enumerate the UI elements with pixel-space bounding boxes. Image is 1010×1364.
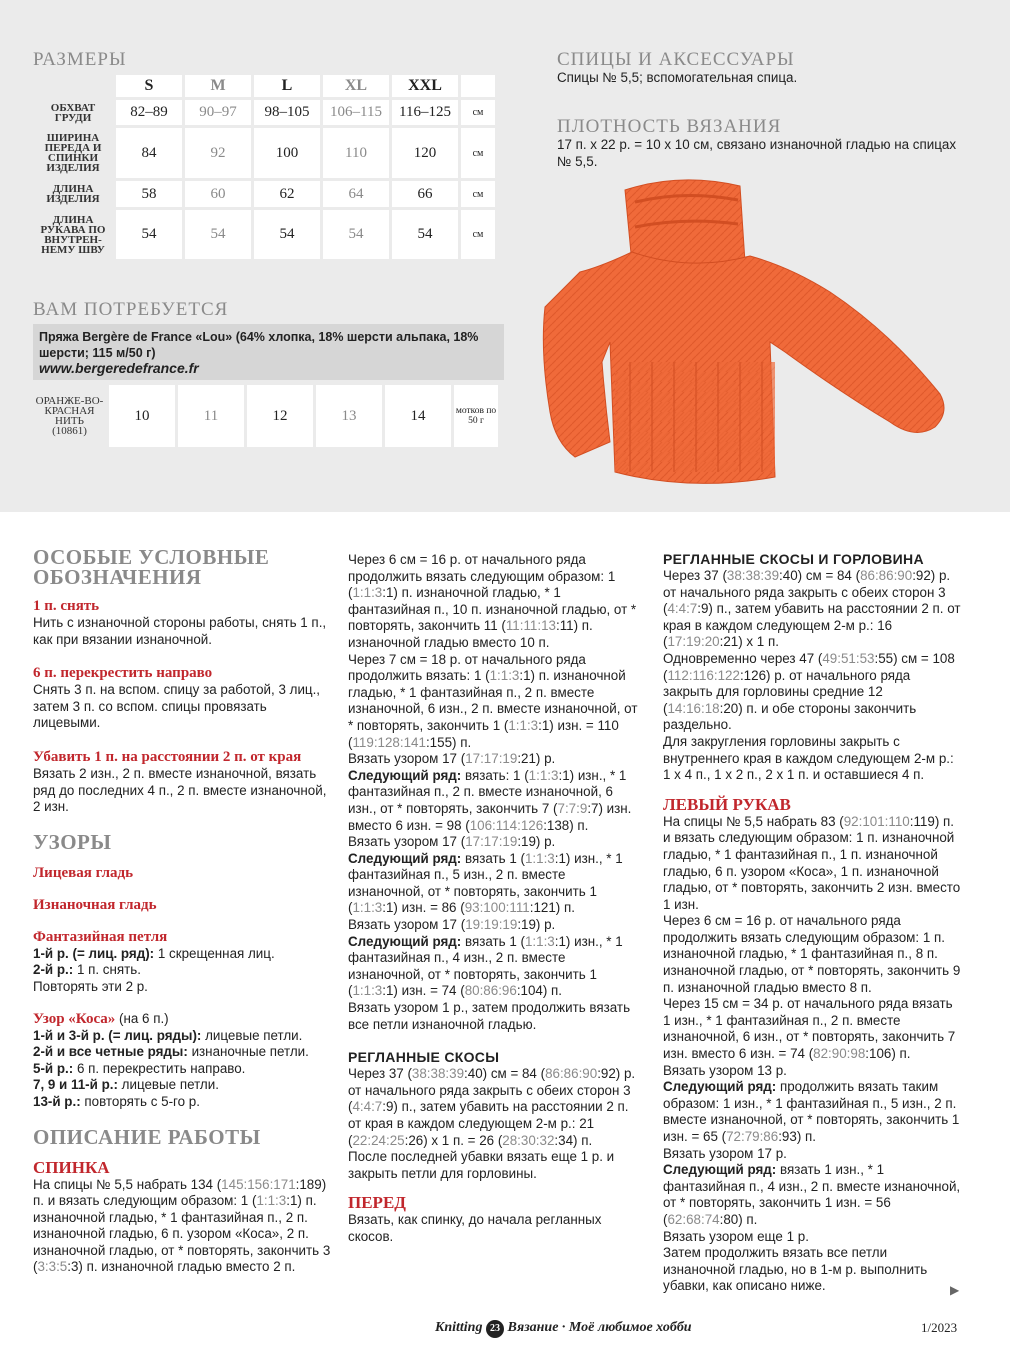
sleeve-p4: Вязать узором 13 р. [663,1062,787,1078]
pattern-4-head: Узор «Коса» (на 6 п.) [33,1010,169,1027]
row-label: ДЛИНА РУКАВА ПО ВНУТРЕН-НЕМУ ШВУ [40,213,106,256]
row-label: ДЛИНА ИЗДЕЛИЯ [46,183,100,205]
sleeve-p1: На спицы № 5,5 набрать 83 (92:101:110:119) п. и вязать следующим образом: 1 п. изнаночной гладью, * 1 фантазийная п., 1 п. изнаночной гладью, 6 п. узором «Коса», 1 п. изнаночной гладью, от * повторять, закончить 2 изн. вместо 1 изн. [663,813,961,912]
yarn-url[interactable]: www.bergeredefrance.fr [39,360,199,376]
col2-p5: Вязать узором 17 (17:17:19:19) р. [348,834,556,850]
patterns-title: УЗОРЫ [33,829,112,854]
pattern-4-row: 2-й и все четные ряды: изнаночные петли. [33,1044,309,1060]
cell: 13 [316,385,382,447]
size-header: XXL [392,75,458,97]
col2-p1: Через 6 см = 16 р. от начального ряда продолжить вязать следующим образом: 1 (1:1:3:1) п. изнаночной гладью, * 1 фантазийная п., 10 п. изнаночной гладью, от * повторять, закончить 11 (11:11:13:11) п. изнаночной гладью вместо 10 п. [348,552,637,650]
footer-brand: Knitting [435,1320,483,1335]
col2-p8: Следующий ряд: вязать 1 (1:1:3:1) изн., * 1 фантазийная п., 4 изн., 2 п. вместе изнаночной, от * повторять, закончить 1 (1:1:3:1) изн. = 74 (80:86:96:104) п. [348,933,623,999]
sizes-table [30,72,498,262]
cell: 98–105 [254,100,320,125]
pattern-4-row: 5-й р.: 6 п. перекрестить направо. [33,1060,246,1076]
size-header: L [254,75,320,97]
cell: 90–97 [185,100,251,125]
unit: мотков по 50 г [454,385,498,447]
color-label: ОРАНЖЕ-ВО-КРАСНАЯ НИТЬ [35,395,104,427]
pattern-4-row: 1-й и 3-й р. (= лиц. ряды): лицевые петли. [33,1027,303,1043]
cell: 120 [392,128,458,178]
cell: 12 [247,385,313,447]
front-title: ПЕРЕД [348,1193,406,1213]
column-2 [348,552,640,1246]
raglan-neck-text-2: Одновременно через 47 (49:51:53:55) см = 108 (112:116:122:126) р. от начального ряда закрыть для горловины средние 12 (14:16:18:20) п. и обе стороны закончить раздельно. [663,650,955,733]
unit: см [461,181,495,207]
pattern-4-row: 7, 9 и 11-й р.: лицевые петли. [33,1077,219,1093]
raglan-text-2: После последней убавки вязать еще 1 р. и закрыть петли для горловины. [348,1149,615,1181]
cell: 82–89 [116,100,182,125]
cell: 64 [323,181,389,207]
unit: см [461,100,495,125]
col2-p9: Вязать узором 1 р., затем продолжить вязать все петли изнаночной гладью. [348,1000,631,1032]
special-title: ОСОБЫЕ УСЛОВНЫЕ ОБОЗНАЧЕНИЯ [33,545,270,589]
footer [435,1320,692,1338]
cell: 54 [116,210,182,259]
page-number: 23 [486,1320,504,1338]
cell: 58 [116,181,182,207]
needles-text: Спицы № 5,5; вспомогательная спица. [557,70,798,85]
col2-p3: Вязать узором 17 (17:17:19:21) р. [348,751,556,767]
size-header: M [185,75,251,97]
pattern-2: Изнаночная гладь [33,896,157,913]
cell: 54 [185,210,251,259]
col2-p6: Следующий ряд: вязать 1 (1:1:3:1) изн., * 1 фантазийная п., 5 изн., 2 п. вместе изнаночной, от * повторять, закончить 1 (1:1:3:1) изн. = 86 (93:100:111:121) п. [348,850,623,916]
back-text: На спицы № 5,5 набрать 134 (145:156:171:189) п. и вязать следующим образом: 1 (1:1:3:1) п. изнаночной гладью, * 1 фантазийная п., 2 п. изнаночной гладью, 6 п. узором «Коса», 2 п. изнаночной гладью, от * повторять, закончить 3 (3:3:5:3) п. изнаночной гладью вместо 2 п. [33,1176,331,1275]
raglan-text: Через 37 (38:38:39:40) см = 84 (86:86:90:92) р. от начального ряда закрыть с обеих сторон 3 (4:4:7:9) п., затем убавить на расстоянии 2 п. от края в каждом следующем 2-м р.: 21 (22:24:25:26) x 1 п. = 26 (28:30:32:34) п. [348,1066,636,1148]
raglan-neck-text-3: Для закругления горловины закрыть с внутреннего края в каждом следующем 2-м р.: 1 x 4 п., 1 x 2 п., 2 x 1 п. и оставшиеся 4 п. [663,733,954,783]
cell: 84 [116,128,182,178]
raglan-title: РЕГЛАННЫЕ СКОСЫ [348,1049,500,1066]
back-title: СПИНКА [33,1157,110,1177]
special-2-title: 6 п. перекрестить направо [33,665,213,682]
pattern-3-row-3: Повторять эти 2 р. [33,978,148,994]
sleeve-p9: Затем продолжить вязать все петли изнаночной гладью, но в 1-м р. выполнить убавки, как описано ниже. [663,1245,928,1294]
cell: 106–115 [323,100,389,125]
cell: 66 [392,181,458,207]
size-header: XL [323,75,389,97]
cell: 54 [254,210,320,259]
left-sleeve-title: ЛЕВЫЙ РУКАВ [663,794,791,814]
special-1-text: Нить с изнаночной стороны работы, снять 1 п., как при вязании изнаночной. [33,615,327,647]
col2-p4: Следующий ряд: вязать: 1 (1:1:3:1) изн., * 1 фантазийная п., 2 п. вместе изнаночной, 6 изн., от * повторять, закончить 7 (7:7:9:7) изн. вместо 6 изн. = 98 (106:114:126:138) п. [348,767,632,833]
row-label: ШИРИНА ПЕРЕДА И СПИНКИ ИЗДЕЛИЯ [44,132,102,174]
row-label: ОБХВАТ ГРУДИ [50,101,96,124]
special-2-text: Снять 3 п. на вспом. спицу за работой, 3 лиц., затем 3 п. со вспом. спицы провязать лицевыми. [33,682,321,731]
pattern-3: Фантазийная петля [33,928,168,945]
pattern-4-row: 13-й р.: повторять с 5-го р. [33,1093,200,1109]
sweater-photo [540,172,960,502]
cell: 14 [385,385,451,447]
cell: 54 [392,210,458,259]
cell: 11 [178,385,244,447]
yarn-table [30,382,501,450]
sleeve-p2: Через 6 см = 16 р. от начального ряда продолжить вязать следующим образом: 1 п. изнаночной гладью, * 1 фантазийная п., 8 п. изнаночной гладью, от * повторять, закончить 9 п. изнаночной гладью вместо 8 п. [663,913,961,995]
col2-p7: Вязать узором 17 (19:19:19:19) р. [348,917,556,933]
cell: 100 [254,128,320,178]
front-text: Вязать, как спинку, до начала регланных скосов. [348,1212,602,1244]
cell: 110 [323,128,389,178]
cell: 54 [323,210,389,259]
special-1-title: 1 п. снять [33,598,100,614]
col2-p2: Через 7 см = 18 р. от начального ряда продолжить вязать: 1 (1:1:3:1) п. изнаночной гладью, * 1 фантазийная п., 2 п. вместе изнаночной, 6 изн., 2 п. вместе изнаночной, от * повторять, закончить 1 (1:1:3:1) изн. = 110 (119:128:141:155) п. [348,651,638,750]
unit: см [461,210,495,259]
special-3-text: Вязать 2 изн., 2 п. вместе изнаночной, вязать ряд до последних 4 п., 2 п. вместе изнаночной, 2 изн. [33,765,327,815]
pattern-1: Лицевая гладь [33,864,134,881]
yarn-table-wrap [30,382,501,450]
pattern-3-row-1: 1-й р. (= лиц. ряд): 1 скрещенная лиц. [33,945,275,961]
unit: см [461,128,495,178]
yarn-text: Пряжа Bergère de France «Lou» (64% хлопка, 18% шерсти альпака, 18% шерсти; 115 м/50 г) [39,330,479,360]
description-title: ОПИСАНИЕ РАБОТЫ [33,1124,261,1149]
sleeve-p7: Следующий ряд: вязать 1 изн., * 1 фантазийная п., 4 изн., 2 п. вместе изнаночной, от * повторять, закончить 1 изн. = 56 (62:68:74:80) п. [663,1162,961,1227]
size-header: S [116,75,182,97]
next-page-arrow-icon: ▶ [950,1283,960,1297]
column-3 [663,551,963,1295]
cell: 10 [109,385,175,447]
cell: 116–125 [392,100,458,125]
cell: 60 [185,181,251,207]
gauge-title: ПЛОТНОСТЬ ВЯЗАНИЯ [557,116,782,137]
sleeve-p3: Через 15 см = 34 р. от начального ряда вязать 1 изн., * 1 фантазийная п., 2 п. вместе изнаночной, 6 изн., от * повторять, закончить 7 изн. вместо 6 изн. = 74 (82:90:98:106) п. [663,996,956,1062]
gauge-text: 17 п. x 22 р. = 10 x 10 см, связано изнаночной гладью на спицах № 5,5. [557,137,957,169]
cell: 62 [254,181,320,207]
raglan-neck-title: РЕГЛАННЫЕ СКОСЫ И ГОРЛОВИНА [663,551,924,567]
sizes-table-wrap [30,72,498,262]
issue-number: 1/2023 [921,1320,958,1335]
sleeve-p8: Вязать узором еще 1 р. [663,1228,809,1244]
needles-title: СПИЦЫ И АКСЕССУАРЫ [557,49,795,70]
cell: 92 [185,128,251,178]
pattern-3-row-2: 2-й р.: 1 п. снять. [33,962,141,978]
special-3-title: Убавить 1 п. на расстоянии 2 п. от края [33,748,302,765]
yarn-box [33,324,504,380]
footer-title: Вязание · Моё любимое хобби [507,1320,692,1335]
raglan-neck-text: Через 37 (38:38:39:40) см = 84 (86:86:90:92) р. от начального ряда закрыть с обеих сторон 3 (4:4:7:9) п., затем убавить на расстоянии 2 п. от края в каждом следующем 2-м р.: 16 (17:19:20:21) x 1 п. [663,568,961,650]
sleeve-p6: Вязать узором 17 р. [663,1145,787,1161]
color-code: (10861) [52,425,87,437]
sizes-title: РАЗМЕРЫ [33,49,127,70]
need-title: ВАМ ПОТРЕБУЕТСЯ [33,299,229,320]
column-1 [33,547,333,1276]
sleeve-p5: Следующий ряд: продолжить вязать таким образом: 1 изн., * 1 фантазийная п., 5 изн., 2 п. вместе изнаночной, от * повторять, закончить 1 изн. = 65 (72:79:86:93) п. [663,1079,960,1144]
